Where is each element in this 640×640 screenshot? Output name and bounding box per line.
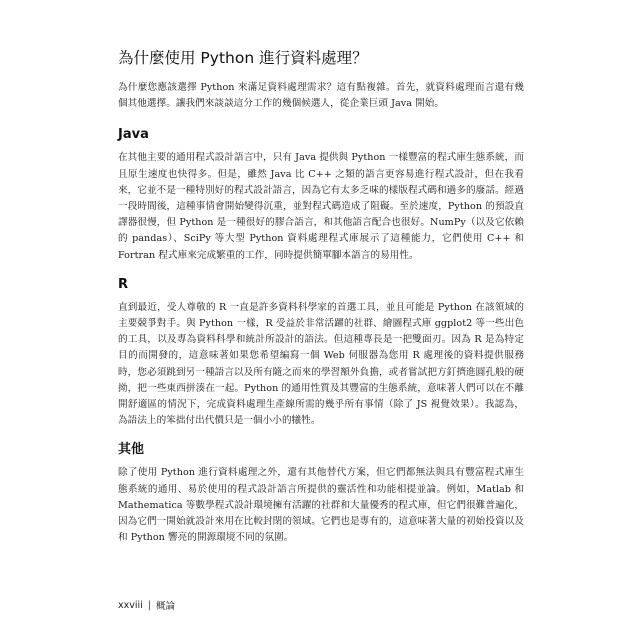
section-heading-others: 其他 bbox=[118, 442, 145, 458]
section-heading-r: R bbox=[118, 276, 129, 292]
footer-separator: | bbox=[147, 599, 151, 611]
page-title: 為什麼使用 Python 進行資料處理？ bbox=[118, 49, 368, 67]
chapter-name: 概論 bbox=[156, 601, 176, 612]
section-body-java: 在其他主要的通用程式設計語言中，只有 Java 提供與 Python 一樣豐富的程式庫生態系統，而且原生速度也快得多。但是，雖然 Java 比 C++ 之類的語言更容易進行程式設計，但在我看來，它並不是一種特別好的程式設計語言，因為它有太多乏味的樣版程式碼和過多的廢話。經過一段時間後，這種事情會開始變得沉重，並對程式碼造成了阻礙。至於速度，Python 的預設直譯器很慢，但 Python 是一種很好的膠合語言，和其他語言配合也很好。NumPy（以及它依賴的 pandas）、SciPy 等大型 Python 資料處理程式庫展示了這種能力，它們使用 C++ 和 Fortran 程式庫來完成繁重的工作，同時提供簡單腳本語言的易用性。 bbox=[118, 152, 524, 261]
section-body-others: 除了使用 Python 進行資料處理之外，還有其他替代方案，但它們都無法與具有豐富程式庫生態系統的通用、易於使用的程式設計語言所提供的靈活性和功能相提並論。例如，Matlab 和 Mathematica 等數學程式設計環境擁有活躍的社群和大量優秀的程式庫，但它們很難普遍化，因為它們一開始就設計來用在比較封閉的領域。它們也是專有的，這意味著大量的初始投資以及和 Python 響亮的開源環境不同的氛圍。 bbox=[118, 467, 524, 544]
section-body-r: 直到最近，受人尊敬的 R 一直是許多資料科學家的首選工具，並且可能是 Python 在該領域的主要競爭對手。與 Python 一樣，R 受益於非常活躍的社群、繪圖程式庫 ggplot2 等一些出色的工具，以及專為資料科學和統計所設計的語法。但這種專長是一把雙面刃。因為 R 是為特定目的而開發的，這意味著如果您希望編寫一個 Web 伺服器為您用 R 處理後的資料提供服務時，您必須跳到另一種語言以及所有隨之而來的學習額外負擔，或者嘗試把方釘擠進圓孔般的硬拗，把一些東西拼湊在一起。Python 的通用性質及其豐富的生態系統，意味著人們可以在不離開舒適區的情況下，完成資料處理生產線所需的幾乎所有事情（除了 JS 視覺效果）。我認為，為語法上的笨拙付出代價只是一個小小的犧牲。 bbox=[118, 301, 524, 427]
page-content bbox=[118, 48, 524, 558]
intro-paragraph: 為什麼您應該選擇 Python 來滿足資料處理需求？這有點複雜。首先，就資料處理而言還有幾個其他選擇。讓我們來談談這分工作的幾個候選人，從企業巨頭 Java 開始。 bbox=[118, 82, 524, 110]
page-footer bbox=[118, 598, 175, 612]
section-heading-java: Java bbox=[118, 127, 149, 143]
page-number: xxviii bbox=[118, 599, 143, 611]
